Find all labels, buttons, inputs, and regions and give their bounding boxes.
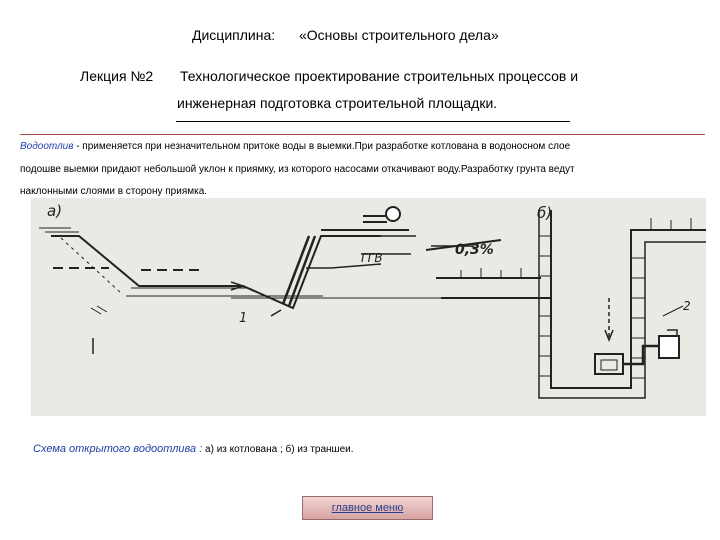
body-text-line-2: подошве выемки придают небольшой уклон к приямку, из которого насосами откачивают воду.Разработку грунта ведут (20, 164, 575, 175)
trench-drawing (436, 210, 706, 398)
body-text-line-1-rest: - применяется при незначительном притоке воды в выемки.При разработке котлована в водоносном слое (73, 141, 571, 152)
discipline-name: «Основы строительного дела» (299, 27, 499, 43)
lecture-title-line-2: инженерная подготовка строительной площадки. (177, 95, 498, 111)
body-text-line-1 (20, 141, 570, 153)
drainage-scheme-drawing (31, 198, 706, 416)
ggv-label: ГГВ (361, 251, 383, 265)
discipline-label: Дисциплина: (192, 27, 276, 43)
panel-b-label: б) (537, 204, 553, 222)
caption-rest: а) из котлована ; б) из траншеи. (202, 444, 354, 455)
callout-1-label: 1 (239, 311, 248, 326)
term-vodootliv: Водоотлив (20, 141, 74, 152)
lecture-number: Лекция №2 (80, 68, 154, 84)
header-divider (176, 121, 570, 122)
callout-2-label: 2 (683, 299, 691, 313)
pit-drawing (39, 207, 531, 354)
figure-caption (33, 443, 354, 455)
caption-term: Схема открытого водоотлива : (33, 443, 203, 455)
body-divider (20, 134, 705, 135)
body-text-line-3: наклонными слоями в сторону приямка. (20, 186, 208, 197)
slope-label: 0,3% (455, 242, 494, 258)
panel-a-label: а) (47, 202, 63, 220)
main-menu-button[interactable]: главное меню (302, 496, 433, 520)
drainage-scheme-figure (31, 198, 706, 416)
lecture-title-line-1: Технологическое проектирование строительных процессов и (180, 68, 579, 84)
